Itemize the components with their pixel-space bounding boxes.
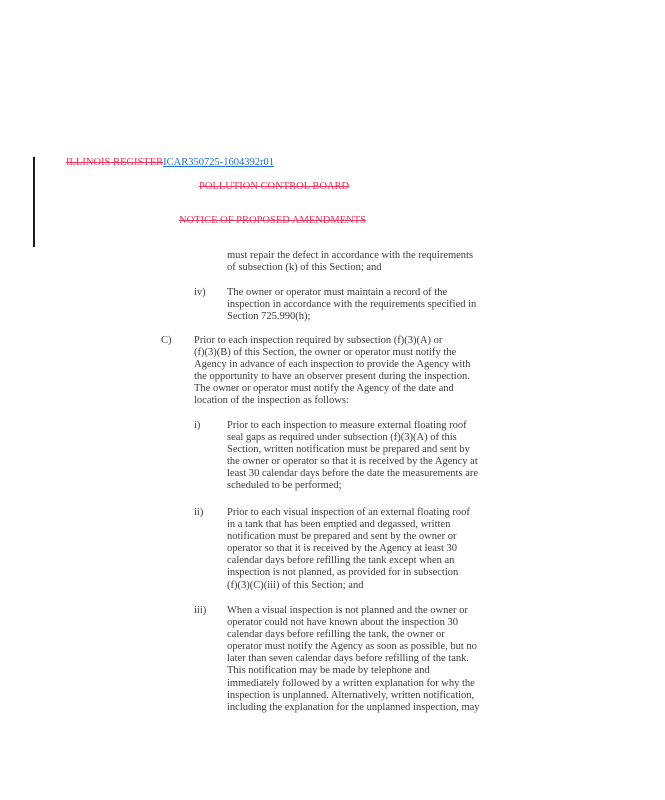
- item-i-paragraph: [227, 420, 478, 493]
- text-line: seal gaps as required under subsection (f)(3)(A) of this: [227, 432, 457, 444]
- text-line: location of the inspection as follows:: [194, 395, 349, 407]
- text-line: The owner or operator must notify the Agency of the date and: [194, 383, 454, 395]
- text-line: including the explanation for the unplanned inspection, may: [227, 701, 480, 713]
- text-line: inspection is not planned, as provided for in subsection: [227, 567, 459, 579]
- text-line: must repair the defect in accordance with the requirements: [227, 250, 474, 261]
- text-line: calendar days before refilling the tank, the owner or: [227, 629, 445, 641]
- text-line: operator must notify the Agency as soon as possible, but no: [227, 641, 477, 653]
- text-line: inspection is unplanned. Alternatively, written notification,: [227, 689, 475, 701]
- text-line: (f)(3)(B) of this Section, the owner or operator must notify the: [194, 347, 457, 359]
- text-line: inspection in accordance with the requirements specified in: [227, 299, 477, 311]
- text-line: of subsection (k) of this Section; and: [227, 262, 382, 274]
- item-marker-ii: ii): [194, 507, 204, 518]
- notice-title: NOTICE OF PROPOSED AMENDMENTS: [179, 215, 366, 226]
- item-iv-paragraph: [227, 287, 476, 323]
- text-line: operator could not have known about the inspection 30: [227, 617, 458, 629]
- text-line: Agency in advance of each inspection to provide the Agency with: [194, 359, 471, 371]
- text-line: (f)(3)(C)(iii) of this Section; and: [227, 579, 364, 591]
- item-marker-iv: iv): [194, 287, 206, 298]
- text-line: The owner or operator must maintain a record of the: [227, 287, 448, 298]
- text-line: This notification may be made by telephone and: [227, 665, 430, 677]
- text-line: Prior to each visual inspection of an external floating roof: [227, 507, 470, 518]
- text-line: operator so that it is received by the Agency at least 30: [227, 543, 458, 555]
- text-line: When a visual inspection is not planned and the owner or: [227, 605, 468, 616]
- text-line: notification must be prepared and sent by the owner or: [227, 531, 457, 543]
- text-line: in a tank that has been emptied and degassed, written: [227, 519, 451, 531]
- text-line: least 30 calendar days before the date the measurements are: [227, 468, 479, 480]
- text-line: scheduled to be performed;: [227, 480, 342, 492]
- item-marker-C: C): [161, 335, 172, 346]
- item-iii-paragraph: [227, 605, 480, 714]
- item-ii-paragraph: [227, 507, 470, 592]
- item-marker-i: i): [194, 420, 201, 431]
- text-line: Section, written notification must be prepared and sent by: [227, 444, 470, 456]
- text-line: Section 725.990(h);: [227, 311, 311, 323]
- item-marker-iii: iii): [194, 605, 207, 616]
- register-inserted-text: ICAR350725-1604392r01: [163, 157, 274, 168]
- revision-change-bar: [33, 157, 35, 247]
- text-line: the opportunity to have an observer present during the inspection.: [194, 371, 470, 383]
- text-line: immediately followed by a written explanation for why the: [227, 677, 475, 689]
- register-deleted-text: ILLINOIS REGISTER: [66, 157, 164, 168]
- board-title: POLLUTION CONTROL BOARD: [199, 181, 350, 192]
- continuation-paragraph: [227, 250, 473, 274]
- text-line: Prior to each inspection to measure external floating roof: [227, 420, 467, 431]
- text-line: calendar days before refilling the tank except when an: [227, 555, 455, 567]
- text-line: later than seven calendar days before refilling of the tank.: [227, 653, 469, 665]
- text-line: the owner or operator so that it is received by the Agency at: [227, 456, 478, 468]
- item-C-paragraph: [194, 335, 470, 408]
- text-line: Prior to each inspection required by subsection (f)(3)(A) or: [194, 335, 443, 346]
- register-header: [66, 157, 274, 169]
